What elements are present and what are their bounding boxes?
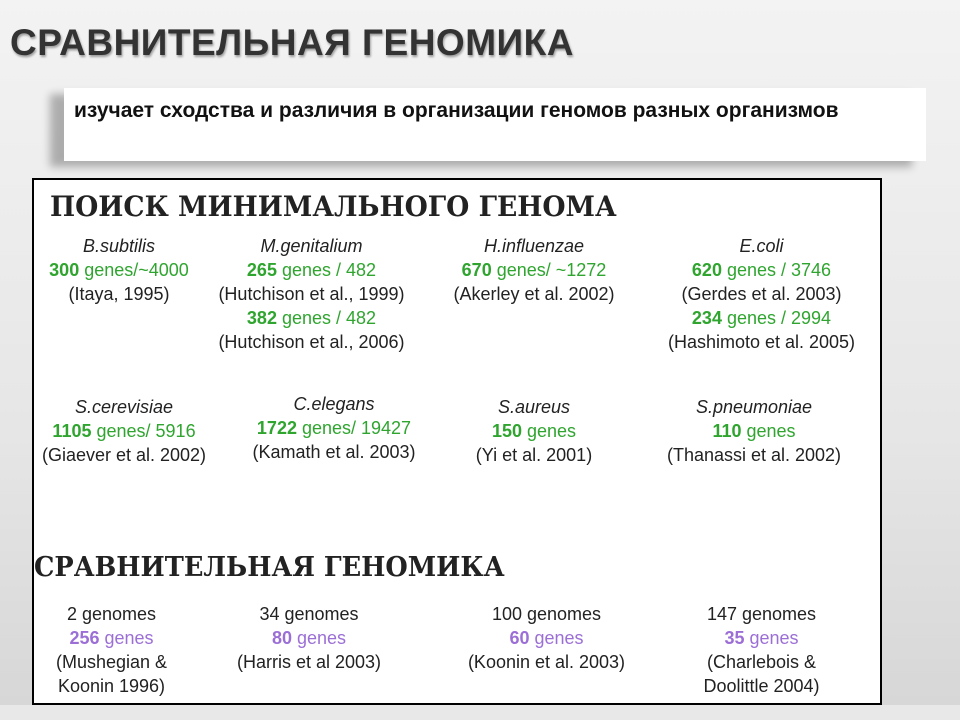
reference: (Hashimoto et al. 2005): [667, 332, 856, 352]
reference: (Kamath et al. 2003): [252, 442, 416, 462]
reference: (Mushegian &: [55, 652, 168, 672]
cell-h-influenzae: [434, 234, 634, 306]
gene-count: 620: [691, 260, 722, 280]
gene-count: 150: [491, 421, 522, 441]
gene-detail: genes/ ~1272: [491, 260, 607, 280]
gene-count: 670: [461, 260, 492, 280]
gene-count: 110: [712, 421, 742, 441]
cell-2-genomes: [44, 602, 179, 698]
genome-count: 34 genomes: [259, 604, 359, 624]
genome-count: 147 genomes: [706, 604, 817, 624]
reference: (Charlebois &: [706, 652, 817, 672]
gene-detail: genes: [529, 628, 584, 648]
reference: (Hutchison et al., 2006): [218, 332, 405, 352]
cell-147-genomes: [684, 602, 839, 698]
gene-count: 256: [69, 628, 100, 648]
organism-name: B.subtilis: [82, 236, 156, 256]
cell-s-pneumoniae: [654, 395, 854, 467]
cell-b-subtilis: [39, 234, 199, 306]
gene-count: 300: [49, 260, 80, 280]
organism-name: H.influenzae: [483, 236, 585, 256]
subtitle-box: [64, 88, 926, 161]
genome-count: 100 genomes: [491, 604, 602, 624]
organism-name: M.genitalium: [260, 236, 363, 256]
gene-count: 1105: [52, 421, 92, 441]
reference: (Itaya, 1995): [68, 284, 170, 304]
organism-name: C.elegans: [293, 394, 375, 414]
cell-34-genomes: [224, 602, 394, 674]
gene-detail: genes/ 19427: [296, 418, 412, 438]
gene-count: 382: [246, 308, 277, 328]
reference: (Akerley et al. 2002): [453, 284, 615, 304]
gene-detail: genes / 3746: [721, 260, 832, 280]
content-panel: [32, 178, 882, 705]
comparative-genomics-heading: СРАВНИТЕЛЬНАЯ ГЕНОМИКА: [34, 552, 505, 583]
organism-name: E.coli: [739, 236, 784, 256]
reference: (Koonin et al. 2003): [467, 652, 626, 672]
cell-s-aureus: [449, 395, 619, 467]
cell-100-genomes: [454, 602, 639, 674]
subtitle-text: изучает сходства и различия в организации геномов разных организмов: [74, 99, 839, 122]
gene-detail: genes: [291, 628, 347, 648]
cell-m-genitalium: [199, 234, 424, 354]
minimal-genome-heading: ПОИСК МИНИМАЛЬНОГО ГЕНОМА: [50, 190, 617, 223]
reference: (Gerdes et al. 2003): [681, 284, 842, 304]
reference: (Thanassi et al. 2002): [666, 445, 842, 465]
gene-detail: genes/ 5916: [91, 421, 196, 441]
cell-c-elegans: [234, 392, 434, 464]
reference: Koonin 1996): [57, 676, 166, 696]
slide-title: СРАВНИТЕЛЬНАЯ ГЕНОМИКА: [10, 22, 574, 63]
gene-detail: genes / 2994: [721, 308, 832, 328]
gene-count: 80: [271, 628, 292, 648]
organism-name: S.pneumoniae: [695, 397, 813, 417]
gene-detail: genes/~4000: [79, 260, 189, 280]
gene-count: 234: [691, 308, 722, 328]
gene-detail: genes: [744, 628, 799, 648]
reference: (Harris et al 2003): [236, 652, 382, 672]
reference: (Giaever et al. 2002): [41, 445, 207, 465]
reference: (Hutchison et al., 1999): [218, 284, 405, 304]
organism-name: S.aureus: [497, 397, 571, 417]
gene-count: 265: [246, 260, 277, 280]
reference: Doolittle 2004): [703, 676, 820, 696]
reference: (Yi et al. 2001): [475, 445, 593, 465]
footer-strip: [0, 705, 960, 720]
gene-detail: genes: [522, 421, 577, 441]
gene-count: 35: [724, 628, 745, 648]
cell-e-coli: [654, 234, 869, 354]
gene-detail: genes / 482: [276, 308, 377, 328]
gene-count: 60: [509, 628, 530, 648]
gene-detail: genes: [741, 421, 796, 441]
organism-name: S.cerevisiae: [74, 397, 174, 417]
gene-detail: genes: [99, 628, 154, 648]
gene-detail: genes / 482: [276, 260, 377, 280]
cell-s-cerevisiae: [34, 395, 214, 467]
genome-count: 2 genomes: [66, 604, 157, 624]
gene-count: 1722: [256, 418, 297, 438]
